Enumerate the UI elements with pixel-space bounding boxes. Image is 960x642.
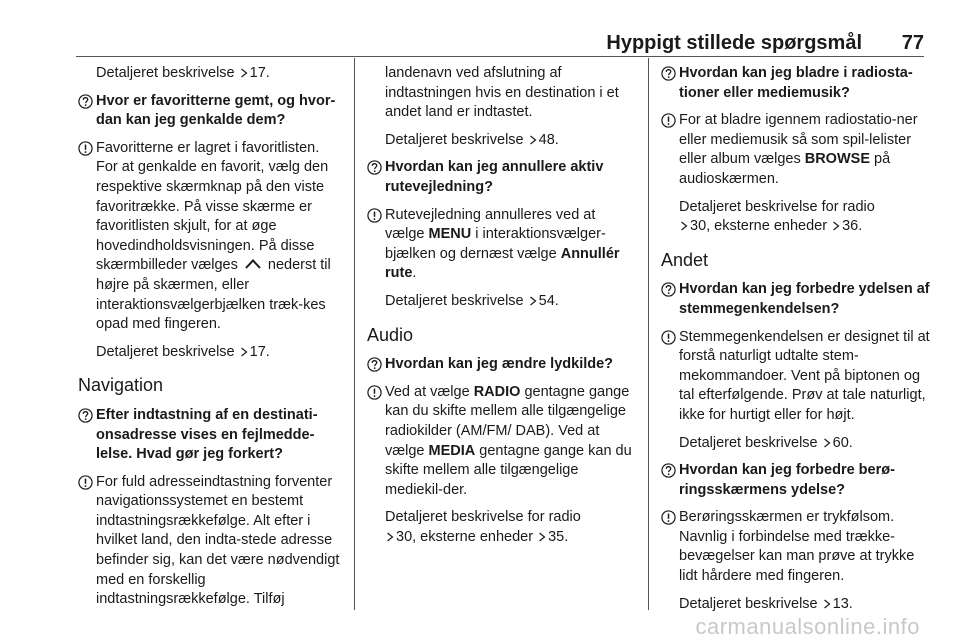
page-reference: 35. [548, 528, 569, 545]
question-browse [661, 64, 931, 103]
question-icon [78, 408, 93, 423]
page-reference-arrow-icon [529, 135, 537, 145]
answer-favorites [78, 139, 342, 335]
detail-label: Detaljeret beskrivelse for radio [679, 198, 875, 215]
keyword-media: MEDIA [428, 442, 476, 459]
detail-label: Detaljeret beskrivelse [679, 434, 818, 451]
page-reference-arrow-icon [823, 438, 831, 448]
page-reference-arrow-icon [386, 532, 394, 542]
detail-reference [78, 343, 342, 363]
detail-reference [661, 434, 931, 454]
answer-continuation [367, 64, 637, 123]
section-heading-other: Andet [661, 249, 709, 270]
question-cancel-guidance [367, 158, 637, 197]
chevron-up-icon [244, 258, 262, 270]
answer-icon [78, 475, 93, 490]
page-reference: 30, eksterne enheder [396, 528, 534, 545]
detail-reference [367, 292, 637, 312]
page-header [0, 0, 960, 55]
answer-touchscreen [661, 508, 931, 586]
answer-icon [661, 330, 676, 345]
page-reference: 17. [249, 65, 270, 81]
page-reference-arrow-icon [823, 599, 831, 609]
page-reference-arrow-icon [240, 347, 248, 357]
page-title: Hyppigt stillede spørgsmål [606, 32, 862, 54]
page-number: 77 [901, 32, 924, 54]
question-touchscreen [661, 461, 931, 500]
answer-icon [661, 113, 676, 128]
keyword-radio: RADIO [473, 383, 521, 400]
question-change-source [367, 355, 637, 375]
answer-destination-error [78, 473, 342, 610]
answer-text: Favoritterne er lagret i favoritlisten. For at genkalde en favorit, vælg den respektive skærmknap på den viste favoritrække. På visse skærme er favoritlisten skjult, for at øge hovedindholdsvisningen. På disse skærmbilleder vælges [96, 139, 329, 274]
question-text: Hvordan kan jeg ændre lydkilde? [385, 356, 614, 373]
column-divider-2 [648, 58, 649, 610]
answer-browse [661, 111, 931, 189]
page-reference: 60. [832, 434, 853, 451]
answer-text: Stemmegenkendelsen er designet til at forstå naturligt udtalte stem-mekommandoer. Vent på biptonen og tal efterfølgende. Prøv at tale naturligt, ikke for hurtigt eller for højt. [679, 328, 930, 423]
answer-icon [78, 141, 93, 156]
answer-text: For fuld adresseindtastning forventer navigationssystemet en bestemt indtastningsrækkefølge. Alt efter i hvilket land, den indta-stede adresse befinder sig, kan det være nødvendigt med en forskellig indtastningsrækkefølge. Tilføj [96, 473, 340, 608]
answer-cancel-guidance [367, 206, 637, 284]
answer-text: Berøringsskærmen er trykfølsom. Navnlig i forbindelse med trække-bevægelser kan man prøve at trykke lidt hårdere med fingeren. [679, 509, 915, 585]
answer-icon [367, 385, 382, 400]
question-text: Efter indtastning af en destinati-onsadresse vises en fejlmedde-lelse. Hvad gør jeg forkert? [96, 406, 318, 463]
detail-label: Detaljeret beskrivelse [679, 595, 818, 612]
question-icon [78, 94, 93, 109]
question-text: Hvordan kan jeg forbedre ydelsen af stemmegenkendelsen? [679, 281, 930, 317]
question-icon [661, 66, 676, 81]
answer-text-continued: gentagne gange kan du skifte mellem alle tilgængelige radiokilder (AM/FM/ DAB). Ved at vælge [385, 383, 630, 459]
watermark: carmanualsonline.info [695, 614, 920, 639]
header-divider [76, 56, 924, 57]
page-reference-arrow-icon [240, 68, 248, 78]
page-reference: 48. [538, 131, 559, 148]
page-reference-arrow-icon [680, 221, 688, 231]
answer-text-end: gentagne gange kan du skifte mellem alle tilgængelige mediekil-der. [385, 442, 632, 498]
question-favorites [78, 92, 342, 131]
question-text: Hvordan kan jeg bladre i radiosta-tioner eller mediemusik? [679, 65, 913, 101]
detail-reference [661, 198, 931, 237]
answer-voice-recognition [661, 328, 931, 426]
section-heading-navigation: Navigation [78, 375, 164, 396]
page-reference: 36. [842, 218, 863, 235]
keyword-menu: MENU [428, 226, 472, 243]
answer-text: Rutevejledning annulleres ved at vælge [385, 206, 596, 243]
question-icon [367, 160, 382, 175]
detail-reference [78, 64, 342, 84]
detail-label: Detaljeret beskrivelse [385, 131, 524, 148]
question-text: Hvordan kan jeg annullere aktiv rutevejledning? [385, 159, 604, 195]
question-text: Hvor er favoritterne gemt, og hvor-dan kan jeg genkalde dem? [96, 92, 336, 129]
column-3 [661, 64, 931, 622]
answer-text-continued: landenavn ved afslutning af indtastningen hvis en destination i et andet land er indtastet. [385, 65, 619, 121]
answer-text: Ved at vælge [385, 383, 470, 400]
keyword-browse: BROWSE [804, 151, 870, 168]
answer-text-continued: nederst til højre på skærmen, eller interaktionsvælgerbjælken træk-kes opad med fingeren. [96, 257, 331, 333]
answer-text-end: . [412, 265, 417, 282]
page-reference: 13. [832, 595, 853, 612]
page-reference-arrow-icon [538, 532, 546, 542]
detail-label: Detaljeret beskrivelse [385, 292, 524, 309]
detail-reference [661, 595, 931, 615]
page-reference: 17. [249, 343, 270, 360]
detail-reference [367, 131, 637, 151]
detail-reference [367, 508, 637, 547]
question-icon [661, 282, 676, 297]
detail-label: Detaljeret beskrivelse for radio [385, 509, 581, 526]
question-text: Hvordan kan jeg forbedre berø-ringsskærmens ydelse? [679, 462, 895, 498]
question-destination-error [78, 406, 342, 465]
answer-icon [367, 208, 382, 223]
column-1 [78, 64, 342, 618]
page-reference: 54. [538, 292, 559, 309]
question-icon [367, 357, 382, 372]
column-2 [367, 64, 637, 555]
keyword-cancel-route: Annullér rute [385, 245, 620, 282]
section-heading-audio: Audio [367, 324, 414, 345]
answer-change-source [367, 383, 637, 501]
answer-text-continued: i interaktionsvælger-bjælken og dernæst vælge [385, 226, 606, 262]
detail-label: Detaljeret beskrivelse [96, 65, 235, 81]
answer-icon [661, 510, 676, 525]
column-divider-1 [354, 58, 355, 610]
page-reference-arrow-icon [529, 296, 537, 306]
question-voice-recognition [661, 280, 931, 319]
answer-text: For at bladre igennem radiostatio-ner eller mediemusik så som spil-lelister eller album vælges [679, 112, 918, 168]
detail-label: Detaljeret beskrivelse [96, 343, 235, 360]
question-icon [661, 463, 676, 478]
answer-text-continued: på audioskærmen. [679, 151, 891, 187]
page-reference: 30, eksterne enheder [690, 218, 828, 235]
page-reference-arrow-icon [832, 221, 840, 231]
